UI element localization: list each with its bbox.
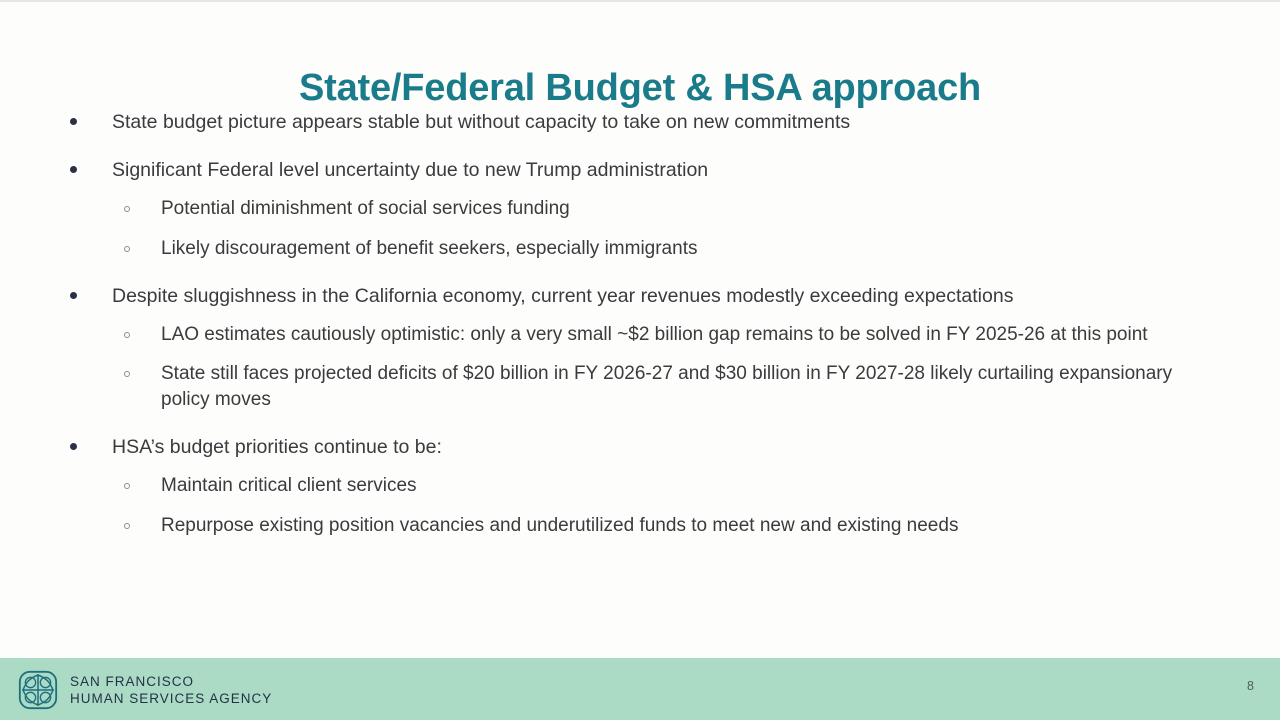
bullet-text: Despite sluggishness in the California economy, current year revenues modestly exceeding expectations xyxy=(112,285,1014,307)
bullet-dot-icon xyxy=(70,443,77,450)
bullet-circle-icon xyxy=(124,206,130,212)
bullet-level2 xyxy=(62,196,1222,222)
page-number: 8 xyxy=(1247,679,1254,693)
bullet-level1 xyxy=(62,435,1222,460)
bullet-level2 xyxy=(62,322,1222,348)
bullet-text: Significant Federal level uncertainty due to new Trump administration xyxy=(112,159,709,181)
org-name-line2: HUMAN SERVICES AGENCY xyxy=(70,691,273,706)
top-divider xyxy=(0,0,1280,2)
bullet-level1 xyxy=(62,284,1222,309)
bullet-circle-icon xyxy=(124,523,130,529)
bullet-circle-icon xyxy=(124,483,130,489)
bullet-dot-icon xyxy=(70,166,77,173)
sfhsa-quatrefoil-logo-icon xyxy=(18,670,58,710)
bullet-text: Repurpose existing position vacancies and underutilized funds to meet new and existing needs xyxy=(161,515,959,536)
bullet-level2 xyxy=(62,473,1222,499)
bullet-dot-icon xyxy=(70,118,77,125)
bullet-circle-icon xyxy=(124,371,130,377)
bullet-text: Maintain critical client services xyxy=(161,475,417,496)
bullet-level2 xyxy=(62,236,1222,262)
footer-branding xyxy=(18,670,272,710)
bullet-text: Likely discouragement of benefit seekers, especially immigrants xyxy=(161,238,698,259)
slide-footer xyxy=(0,658,1280,720)
bullet-circle-icon xyxy=(124,246,130,252)
bullet-level1 xyxy=(62,158,1222,183)
bullet-level1 xyxy=(62,110,1222,135)
page-title: State/Federal Budget & HSA approach xyxy=(298,67,982,110)
bullet-level2 xyxy=(62,513,1222,539)
org-name xyxy=(70,673,272,707)
bullet-text: State still faces projected deficits of $20 billion in FY 2026-27 and $30 billion in FY 2027-28 likely curtailing expansionary policy moves xyxy=(161,363,1173,410)
slide-body xyxy=(62,110,1222,553)
org-name-line1: SAN FRANCISCO xyxy=(70,674,195,689)
bullet-text: LAO estimates cautiously optimistic: only a very small ~$2 billion gap remains to be solved in FY 2025-26 at this point xyxy=(161,324,1148,345)
bullet-dot-icon xyxy=(70,292,77,299)
bullet-text: Potential diminishment of social services funding xyxy=(161,198,570,219)
bullet-level2 xyxy=(62,361,1222,413)
bullet-circle-icon xyxy=(124,332,130,338)
bullet-text: State budget picture appears stable but without capacity to take on new commitments xyxy=(112,111,851,133)
bullet-text: HSA’s budget priorities continue to be: xyxy=(112,436,442,458)
